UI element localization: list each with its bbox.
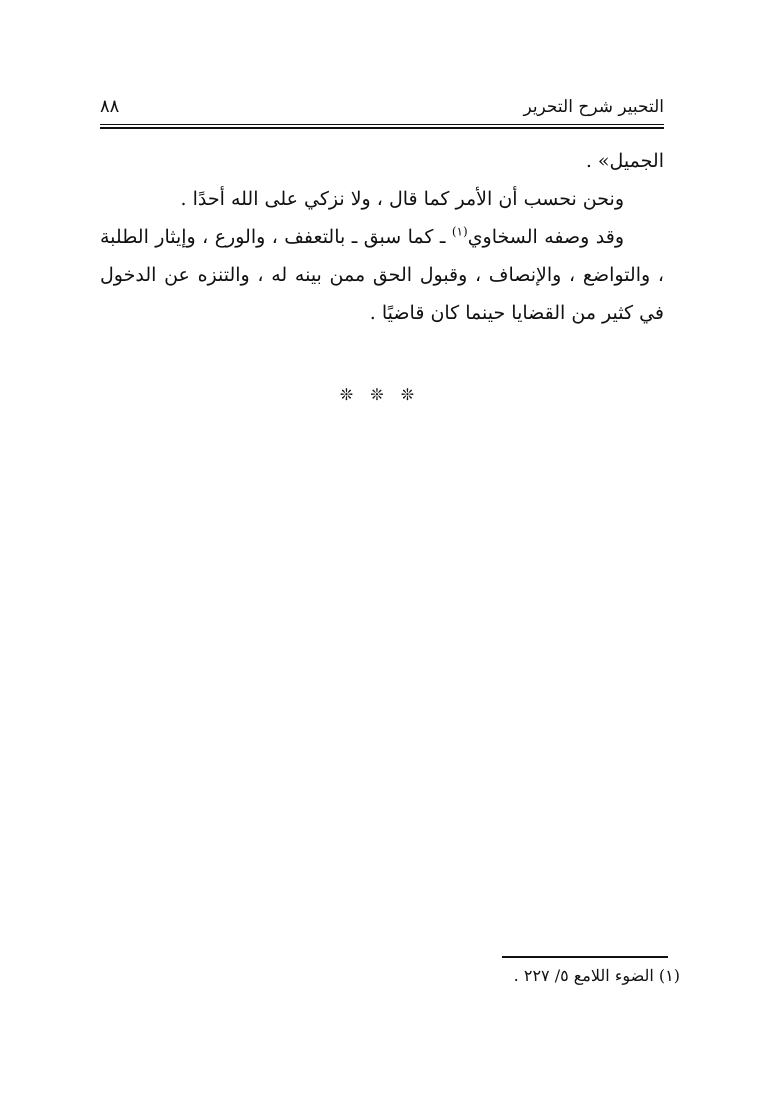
footnote-number: (١) (658, 966, 680, 985)
header-rule-thick (100, 127, 664, 129)
running-title: التحبير شرح التحرير (523, 97, 664, 117)
header-rule-thin (100, 124, 664, 125)
body-text (100, 142, 664, 332)
footnote-rule (502, 956, 668, 958)
paragraph-continuation: الجميل» . (585, 150, 664, 172)
paragraph-3-start: وقد وصفه السخاوي (467, 226, 624, 248)
paragraph-2: ونحن نحسب أن الأمر كما قال ، ولا نزكي على الله أحدًا . (180, 188, 624, 210)
page-number: ٨٨ (100, 96, 120, 117)
footnote (300, 962, 680, 990)
section-ornament: ❊ ❊ ❊ (339, 385, 421, 404)
footnote-reference: (١) (451, 224, 468, 239)
running-head (100, 94, 664, 120)
footnote-text: الضوء اللامع ٥/ ٢٢٧ . (513, 966, 654, 985)
paragraph-3 (100, 218, 664, 332)
paragraph-3-rest: ـ كما سبق ـ بالتعفف ، والورع ، وإيثار الطلبة ، والتواضع ، والإنصاف ، وقبول الحق ممن بينه له ، والتنزه عن الدخول في كثير من القضايا حينما كان قاضيًا . (100, 226, 664, 324)
